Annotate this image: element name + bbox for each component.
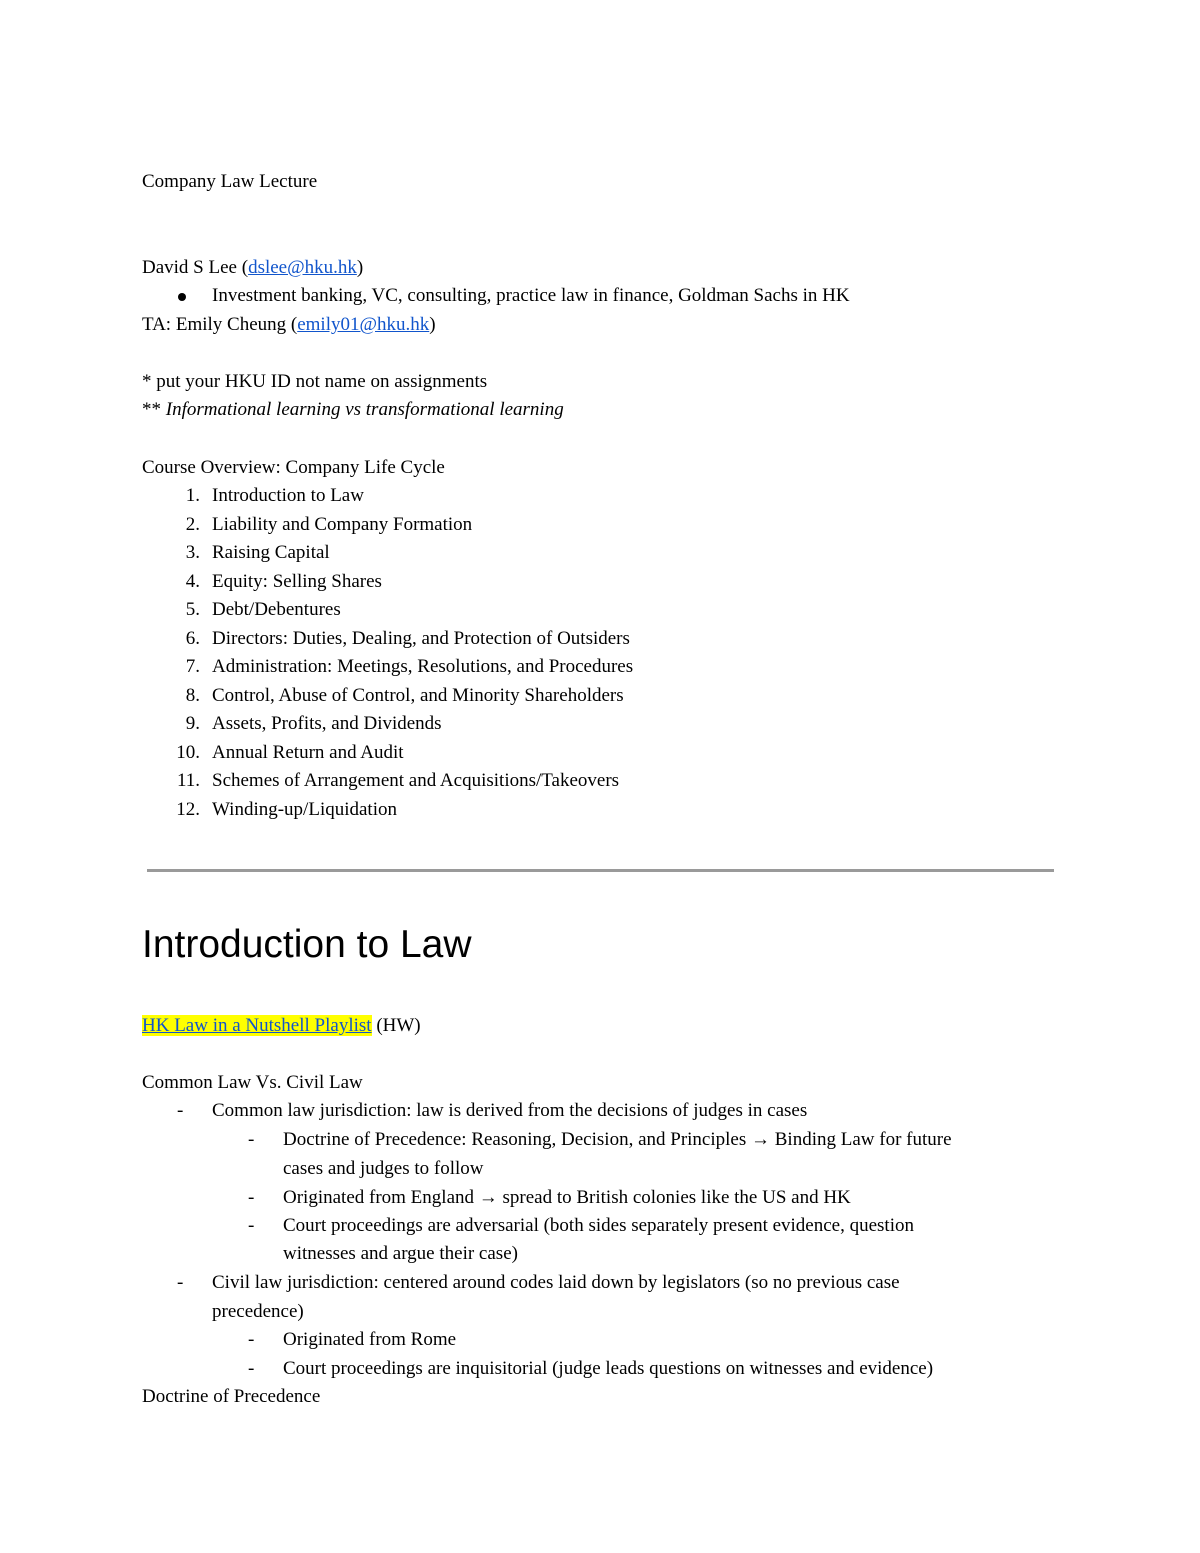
- playlist-suffix: (HW): [371, 1015, 421, 1036]
- civil-law-item-cont: precedence): [212, 1301, 304, 1322]
- instructor-bullet: Investment banking, VC, consulting, practice law in finance, Goldman Sachs in HK: [212, 285, 850, 306]
- dash-marker: -: [248, 1129, 255, 1150]
- civil-sub-item: Originated from Rome: [283, 1329, 457, 1350]
- dash-marker: -: [177, 1272, 184, 1293]
- common-sub-item: Doctrine of Precedence: Reasoning, Decision, and Principles → Binding Law for future: [283, 1129, 952, 1150]
- comparison-title: Common Law Vs. Civil Law: [142, 1072, 363, 1093]
- bullet-dot-icon: [178, 293, 186, 301]
- overview-item-number: 8.: [185, 685, 200, 706]
- overview-item-number: 12.: [176, 799, 200, 820]
- overview-item: Raising Capital: [212, 542, 330, 563]
- overview-item-number: 7.: [185, 656, 200, 677]
- overview-item: Directors: Duties, Dealing, and Protection of Outsiders: [212, 628, 630, 649]
- dash-marker: -: [177, 1100, 184, 1121]
- overview-item-number: 2.: [185, 514, 200, 535]
- civil-sub-item: Court proceedings are inquisitorial (judge leads questions on witnesses and evidence): [283, 1358, 934, 1379]
- overview-item: Assets, Profits, and Dividends: [212, 713, 442, 734]
- common-sub-item: Originated from England → spread to British colonies like the US and HK: [283, 1187, 851, 1208]
- ta-prefix: TA: Emily Cheung (: [142, 314, 298, 335]
- overview-title: Course Overview: Company Life Cycle: [142, 457, 445, 478]
- instructor-line: [142, 254, 363, 282]
- common-law-item: Common law jurisdiction: law is derived from the decisions of judges in cases: [212, 1100, 808, 1121]
- overview-item-number: 6.: [185, 628, 200, 649]
- overview-item: Debt/Debentures: [212, 599, 341, 620]
- overview-item-number: 9.: [185, 713, 200, 734]
- dash-marker: -: [248, 1187, 255, 1208]
- ta-line: [142, 311, 436, 339]
- note-hku-id: * put your HKU ID not name on assignments: [142, 371, 488, 392]
- common-sub-item: Court proceedings are adversarial (both sides separately present evidence, question: [283, 1215, 914, 1236]
- instructor-suffix: ): [356, 257, 364, 278]
- common-sub-item-cont: witnesses and argue their case): [283, 1243, 518, 1264]
- dash-marker: -: [248, 1358, 255, 1379]
- instructor-email-link[interactable]: dslee@hku.hk: [248, 257, 357, 278]
- ta-suffix: ): [429, 314, 436, 335]
- overview-item: Winding-up/Liquidation: [212, 799, 397, 820]
- instructor-prefix: David S Lee (: [142, 257, 249, 278]
- overview-item-number: 1.: [185, 485, 200, 506]
- document-title: Company Law Lecture: [142, 171, 318, 192]
- overview-item: Introduction to Law: [212, 485, 364, 506]
- ta-email-link[interactable]: emily01@hku.hk: [297, 314, 430, 335]
- overview-item: Equity: Selling Shares: [212, 571, 382, 592]
- overview-item-number: 4.: [185, 571, 200, 592]
- playlist-link[interactable]: HK Law in a Nutshell Playlist: [142, 1015, 372, 1036]
- section-heading: Introduction to Law: [142, 923, 472, 966]
- horizontal-rule: [147, 869, 1054, 872]
- civil-law-item: Civil law jurisdiction: centered around codes laid down by legislators (so no previous case: [212, 1272, 900, 1293]
- note-learning-italic: Informational learning vs transformational learning: [165, 399, 564, 420]
- overview-item-number: 10.: [176, 742, 200, 763]
- overview-item-number: 3.: [185, 542, 200, 563]
- overview-item: Control, Abuse of Control, and Minority Shareholders: [212, 685, 624, 706]
- overview-item-number: 11.: [176, 770, 200, 791]
- overview-item: Liability and Company Formation: [212, 514, 473, 535]
- overview-item: Administration: Meetings, Resolutions, and Procedures: [212, 656, 634, 677]
- playlist-line: [142, 1012, 421, 1040]
- overview-item: Schemes of Arrangement and Acquisitions/Takeovers: [212, 770, 620, 791]
- overview-item-number: 5.: [185, 599, 200, 620]
- doctrine-of-precedence-line: Doctrine of Precedence: [142, 1386, 321, 1407]
- common-sub-item-cont: cases and judges to follow: [283, 1158, 484, 1179]
- note-learning-prefix: **: [142, 399, 166, 420]
- dash-marker: -: [248, 1215, 255, 1236]
- dash-marker: -: [248, 1329, 255, 1350]
- note-learning: [142, 396, 564, 424]
- overview-item: Annual Return and Audit: [212, 742, 404, 763]
